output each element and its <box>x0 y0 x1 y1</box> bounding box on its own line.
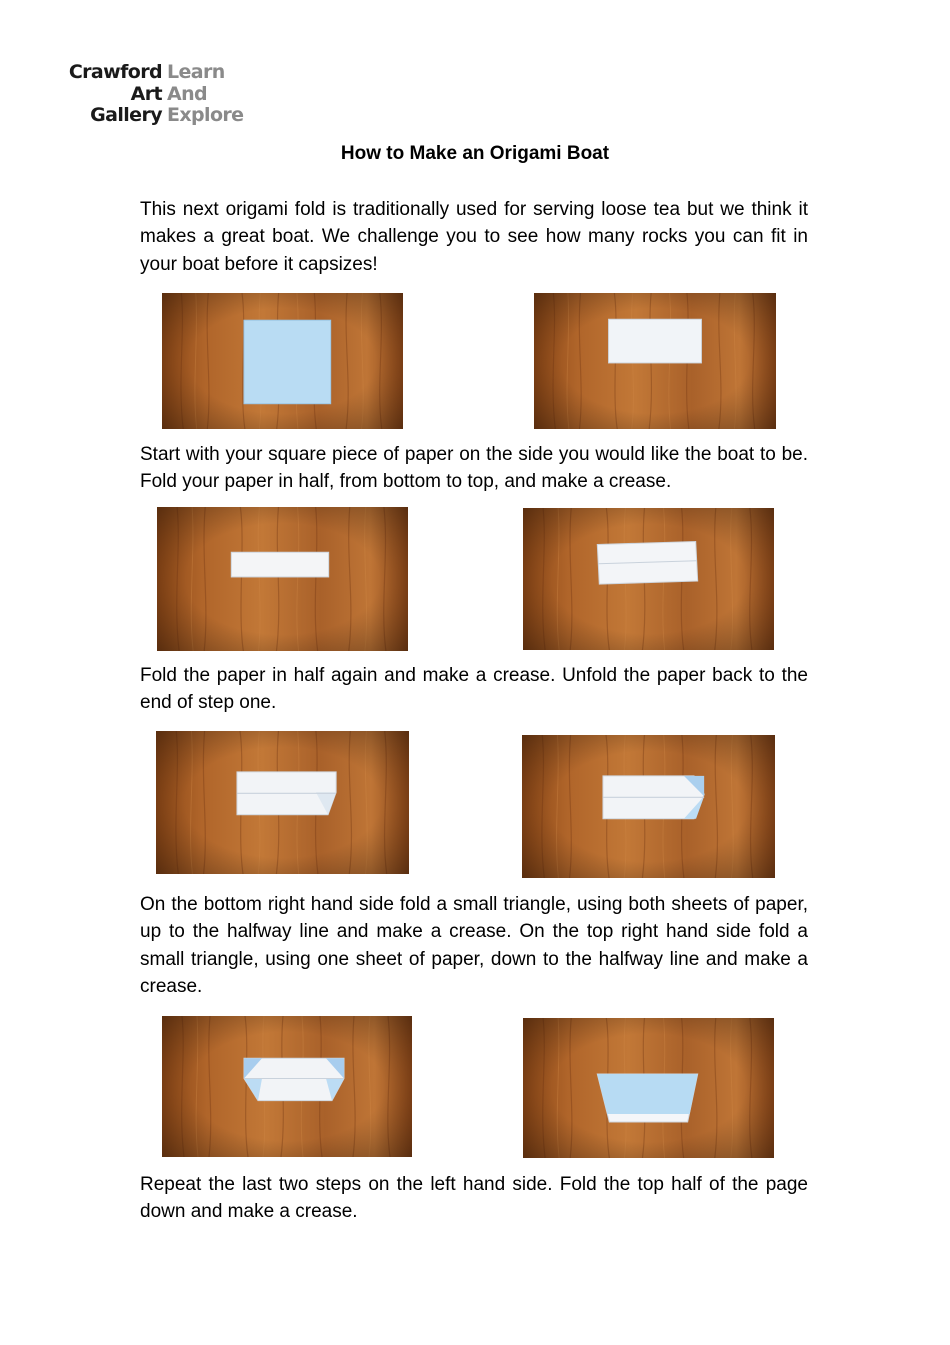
step-2-text: Fold the paper in half again and make a crease. Unfold the paper back to the end of step one. <box>140 665 808 714</box>
crawford-logo <box>58 62 243 127</box>
step-4-text: Repeat the last two steps on the left hand side. Fold the top half of the page down and make a crease. <box>140 1174 808 1223</box>
logo-row <box>58 105 243 127</box>
logo-word: Gallery <box>90 104 162 126</box>
intro-paragraph: This next origami fold is traditionally used for serving loose tea but we think it makes a great boat. We challenge you to see how many rocks you can fit in your boat before it capsizes! <box>140 199 808 275</box>
logo-row <box>58 62 243 84</box>
photo-top-triangle <box>522 735 775 878</box>
photo-square-paper <box>162 293 403 429</box>
step-3-text: On the bottom right hand side fold a small triangle, using both sheets of paper, up to the halfway line and make a crease. On the top right hand side fold a small triangle, using one sheet of paper, down to the halfway line and make a crease. <box>140 894 808 998</box>
page-title: How to Make an Origami Boat <box>340 143 610 164</box>
logo-word: And <box>167 82 208 105</box>
step-1-text: Start with your square piece of paper on the side you would like the boat to be. Fold your paper in half, from bottom to top, and make a crease. <box>140 444 808 493</box>
logo-word: Explore <box>167 104 244 126</box>
photo-top-half-folded <box>523 1018 774 1158</box>
photo-bottom-triangle <box>156 731 409 874</box>
logo-word: Art <box>130 82 162 105</box>
logo-word: Crawford <box>68 61 162 83</box>
photo-unfolded-crease <box>523 508 774 650</box>
photo-both-sides-folded <box>162 1016 412 1157</box>
logo-row <box>58 84 243 106</box>
logo-word: Learn <box>167 61 225 83</box>
photo-folded-half <box>534 293 776 429</box>
photo-folded-quarter <box>157 507 408 651</box>
